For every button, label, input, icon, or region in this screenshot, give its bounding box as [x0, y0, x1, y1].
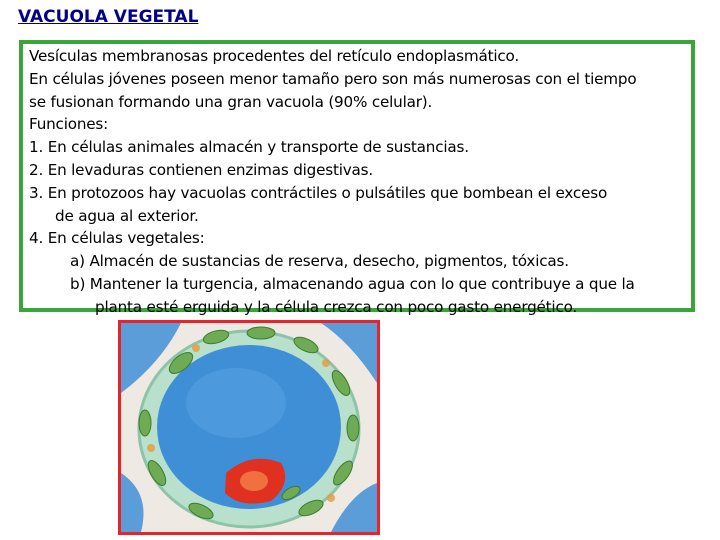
text-box — [19, 40, 695, 316]
text-line: Funciones: — [29, 115, 109, 134]
list-item: 3. En protozoos hay vacuolas contráctiles o pulsátiles que bombean el exceso — [29, 183, 608, 202]
text-line: Vesículas membranosas procedentes del retículo endoplasmático. — [29, 47, 519, 65]
list-item: 4. En células vegetales: — [29, 229, 205, 248]
plant-cell-image — [118, 320, 380, 535]
list-item: 2. En levaduras contienen enzimas digestivas. — [29, 160, 373, 179]
text-line: En células jóvenes poseen menor tamaño pero son más numerosas con el tiempo — [29, 69, 637, 88]
sub-list-item-continuation: planta esté erguida y la célula crezca con poco gasto energético. — [95, 297, 578, 316]
list-item-continuation: de agua al exterior. — [55, 206, 199, 225]
plant-cell-illustration — [121, 323, 377, 532]
sub-list-item: b) Mantener la turgencia, almacenando agua con lo que contribuye a que la — [70, 274, 635, 293]
list-item: 1. En células animales almacén y transporte de sustancias. — [29, 138, 469, 157]
sub-list-item: a) Almacén de sustancias de reserva, desecho, pigmentos, tóxicas. — [70, 252, 569, 271]
text-line: se fusionan formando una gran vacuola (90% celular). — [29, 92, 433, 111]
page-title: VACUOLA VEGETAL — [18, 7, 199, 27]
